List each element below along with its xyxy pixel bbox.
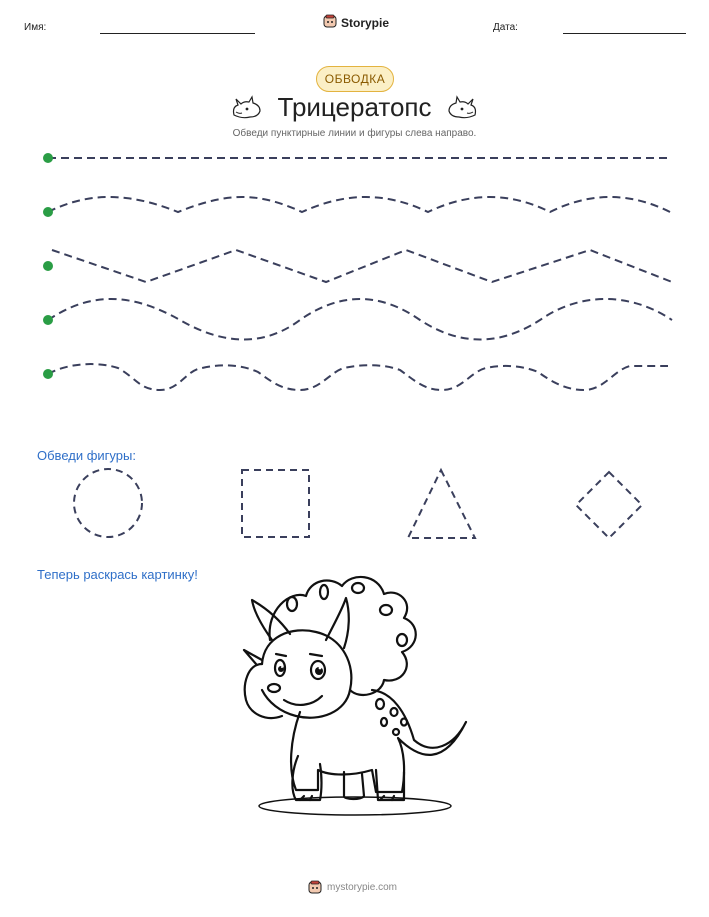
date-label: Дата: — [493, 22, 518, 33]
shapes-heading: Обведи фигуры: — [37, 448, 136, 463]
activity-badge: ОБВОДКА — [316, 66, 394, 92]
storypie-footer-icon — [308, 880, 322, 894]
brand-name: Storypie — [341, 15, 390, 30]
coloring-heading: Теперь раскрась картинку! — [37, 567, 198, 582]
instructions: Обведи пунктирные линии и фигуры слева направо. — [232, 128, 477, 139]
footer — [308, 880, 397, 894]
page-title: Трицератопс — [277, 92, 432, 122]
footer-site[interactable]: mystorypie.com — [327, 881, 398, 893]
name-label: Имя: — [24, 22, 47, 33]
